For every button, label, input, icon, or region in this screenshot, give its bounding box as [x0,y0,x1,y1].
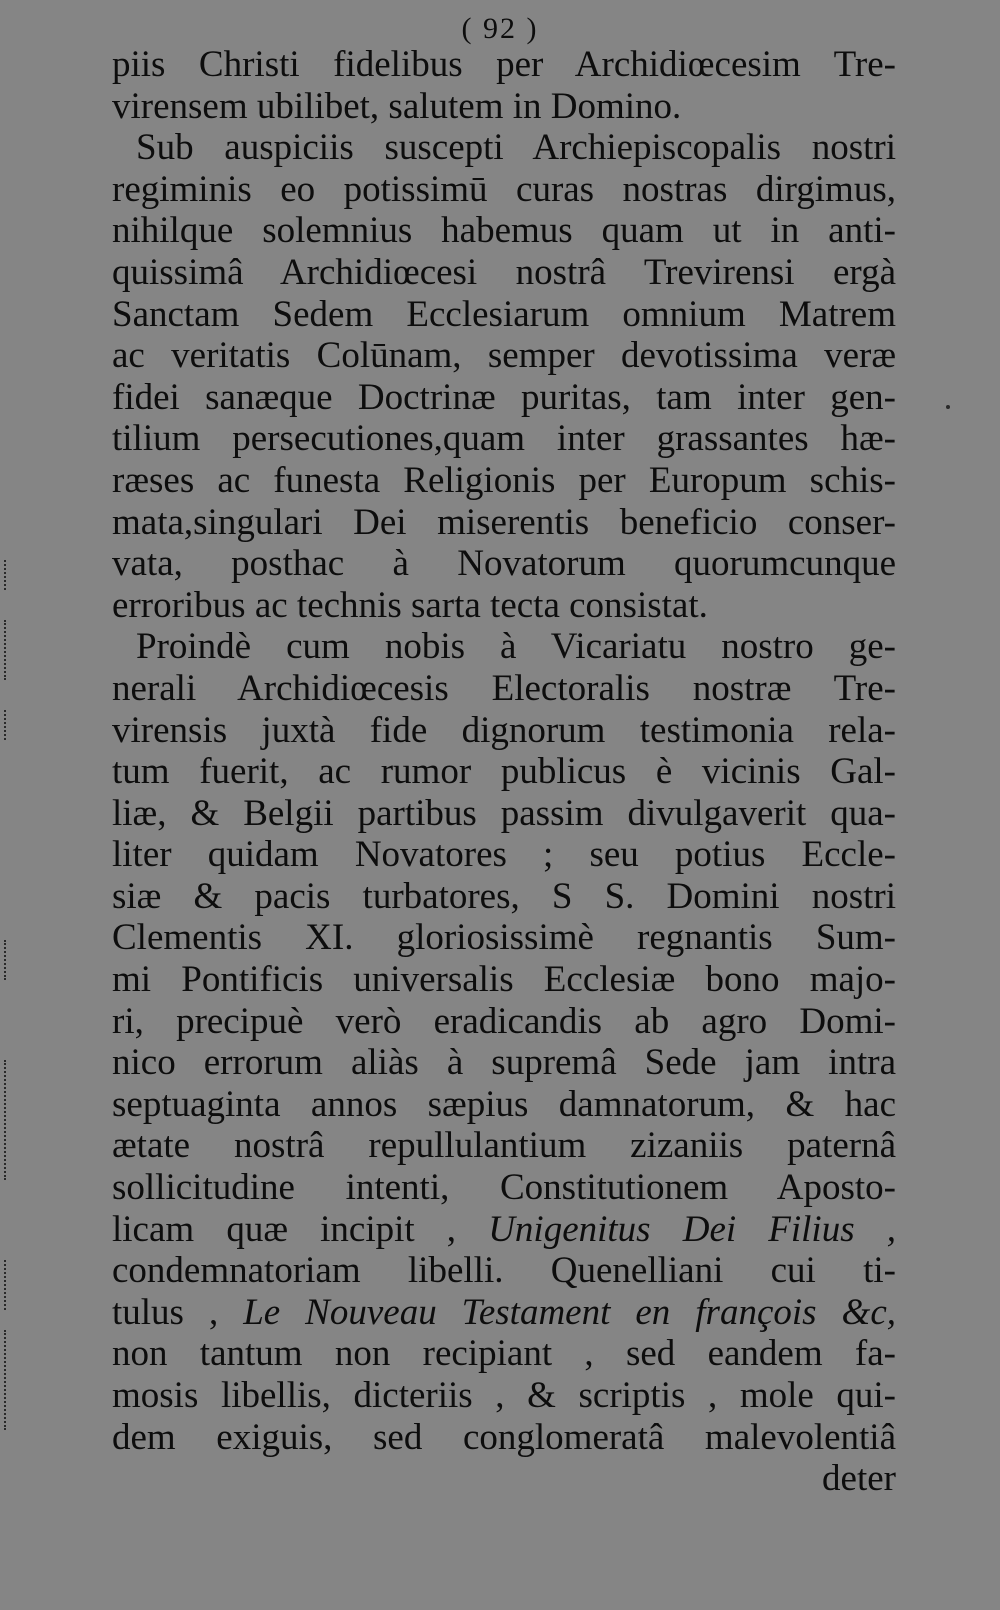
text-line: sollicitudine intenti, Constitutionem Aposto- [112,1167,896,1209]
text-line: siæ & pacis turbatores, S S. Domini nostri [112,875,896,917]
catchword: deter [822,1458,896,1500]
text-line: ac veritatis Colūnam, semper devotissima veræ [112,335,896,377]
margin-scan-artifact [4,1330,16,1430]
margin-scan-artifact [4,940,16,980]
text-line: septuaginta annos sæpius damnatorum, & hac [112,1083,896,1125]
text-line: tilium persecutiones,quam inter grassantes hæ- [112,418,896,460]
scan-speck [946,405,950,409]
text-line-with-italic [112,1292,896,1334]
text-line: ri, precipuè verò eradicandis ab agro Domi- [112,1000,896,1042]
text-line: regiminis eo potissimū curas nostras dirgimus, [112,168,896,210]
text-segment: licam quæ incipit , [112,1208,489,1250]
text-line: quissimâ Archidiœcesi nostrâ Trevirensi ergà [112,251,896,293]
text-line: mata,singulari Dei miserentis beneficio conser- [112,501,896,543]
margin-scan-artifact [4,560,16,590]
text-line: condemnatoriam libelli. Quenelliani cui ti- [112,1250,896,1292]
margin-scan-artifact [4,710,16,740]
text-line: mi Pontificis universalis Ecclesiæ bono majo- [112,959,896,1001]
text-line-with-italic [112,1209,896,1251]
text-line: vata, posthac à Novatorum quorumcunque [112,543,896,585]
document-body [112,44,896,1500]
text-line: Sub auspiciis suscepti Archiepiscopalis nostri [136,127,896,169]
text-line: Sanctam Sedem Ecclesiarum omnium Matrem [112,293,896,335]
italic-title-nouveau-testament: Le Nouveau Testament en françois &c, [243,1291,896,1333]
margin-scan-artifact [4,1060,16,1180]
text-line: nihilque solemnius habemus quam ut in anti- [112,210,896,252]
text-line: virensem ubilibet, salutem in Domino. [112,85,682,127]
margin-scan-artifact [4,620,16,680]
text-line: dem exiguis, sed conglomeratâ malevolentiâ [112,1416,896,1458]
text-line: erroribus ac technis sarta tecta consistat. [112,584,708,626]
text-line: mosis libellis, dicteriis , & scriptis , mole qui- [112,1375,896,1416]
text-line: liter quidam Novatores ; seu potius Eccle- [112,834,896,876]
text-line: ætate nostrâ repullulantium zizaniis paternâ [112,1125,896,1167]
text-line: non tantum non recipiant , sed eandem fa- [112,1333,896,1375]
text-line: liæ, & Belgii partibus passim divulgaverit qua- [112,792,896,834]
italic-title-unigenitus: Unigenitus Dei Filius , [488,1208,896,1250]
text-line: piis Christi fidelibus per Archidiœcesim Tre- [112,44,896,85]
text-line: Clementis XI. gloriosissimè regnantis Sum- [112,917,896,959]
text-line: nico errorum aliàs à supremâ Sede jam intra [112,1042,896,1084]
text-line: ræses ac funesta Religionis per Europum schis- [112,459,896,501]
text-line: Proindè cum nobis à Vicariatu nostro ge- [136,626,896,668]
text-segment: tulus , [112,1291,244,1333]
text-line: tum fuerit, ac rumor publicus è vicinis Gal- [112,751,896,793]
text-line: fidei sanæque Doctrinæ puritas, tam inter gen- [112,376,896,418]
text-line: virensis juxtà fide dignorum testimonia rela- [112,709,896,751]
page-number: ( 92 ) [461,12,539,45]
margin-scan-artifact [4,1260,16,1310]
text-line: nerali Archidiœcesis Electoralis nostræ Tre- [112,667,896,709]
